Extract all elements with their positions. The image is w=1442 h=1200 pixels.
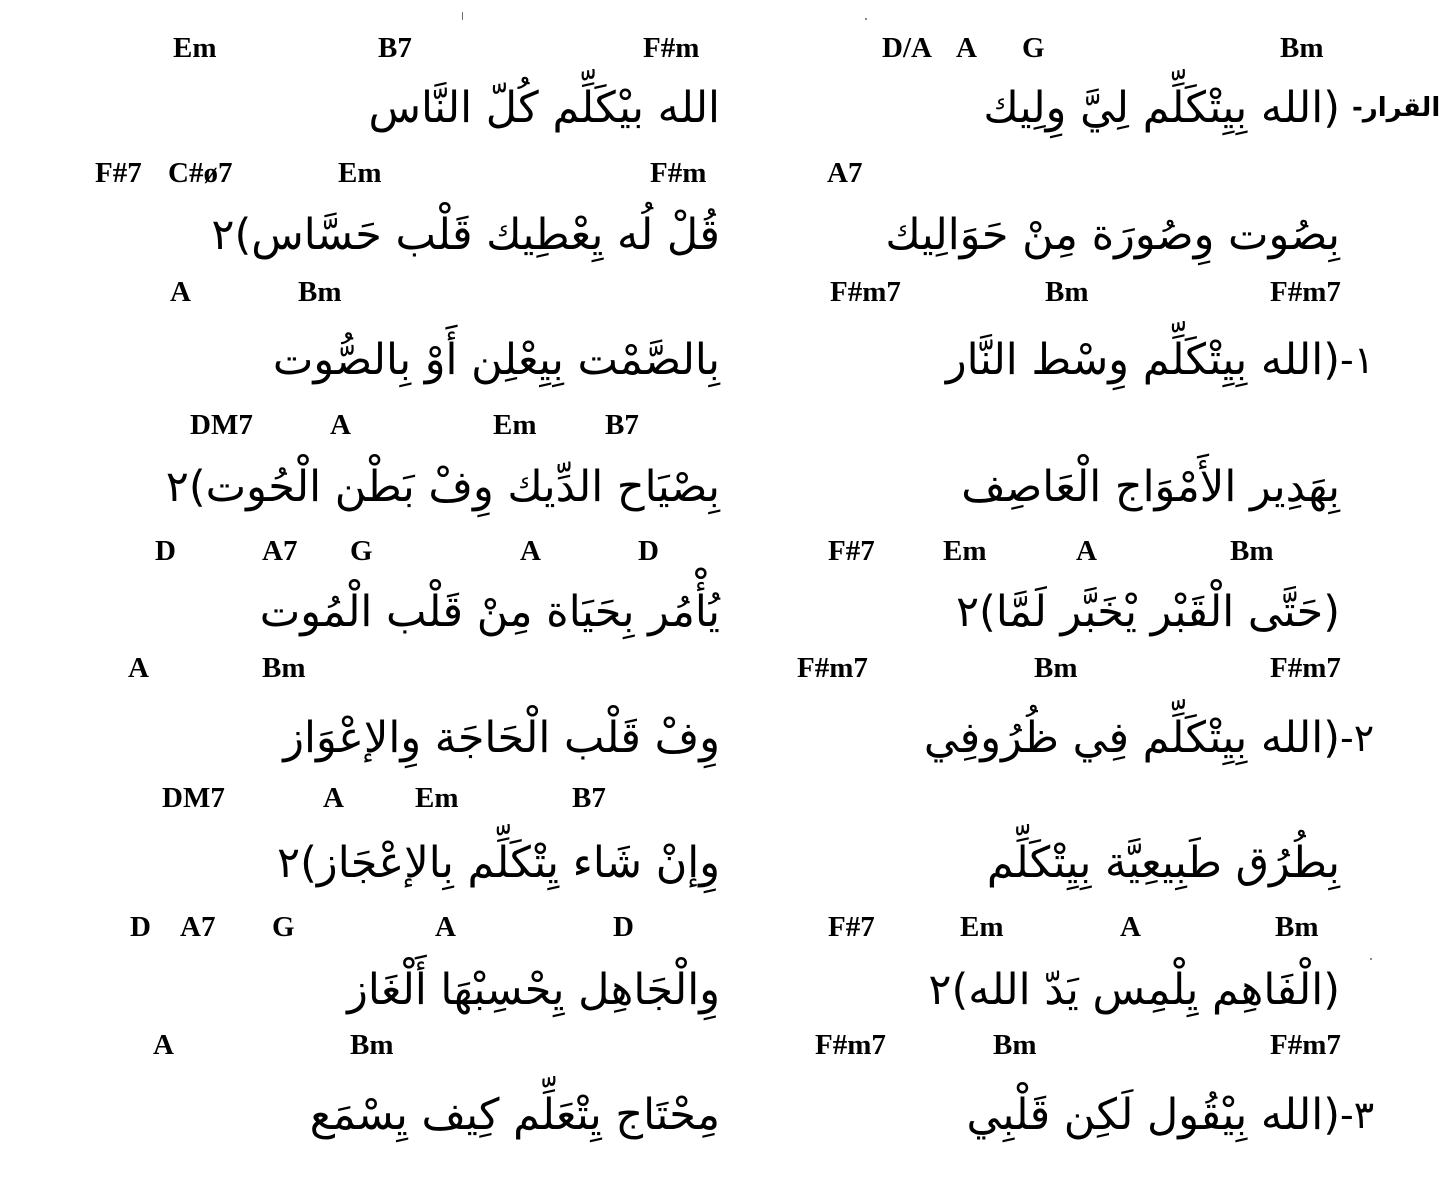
- lyric: (حَتَّى الْقَبْر يْخَبَّر لَمَّا)٢: [955, 587, 1340, 637]
- lyric: الله بيْكَلِّم كُلّ النَّاس: [368, 83, 720, 133]
- left-column: [80, 0, 720, 1200]
- scan-speck: [462, 12, 463, 20]
- chord: F#7: [828, 911, 875, 943]
- chord: A: [128, 652, 149, 684]
- lyric: بِالصَّمْت بِيِعْلِن أَوْ بِالصُّوت: [272, 335, 720, 385]
- lyric: (الله بِيْقُول لَكِن قَلْبِي: [966, 1090, 1340, 1140]
- chord: Bm: [1230, 535, 1274, 567]
- chord: Bm: [298, 276, 342, 308]
- chord: B7: [378, 32, 412, 64]
- lyric: بِصُوت وِصُورَة مِنْ حَوَالِيك: [885, 210, 1340, 260]
- chord: A: [435, 911, 456, 943]
- chord: F#m: [650, 157, 707, 189]
- scan-speck: [1370, 958, 1372, 960]
- chord: F#7: [828, 535, 875, 567]
- chord: D: [130, 911, 151, 943]
- lyric: مِحْتَاج يِتْعَلِّم كِيف يِسْمَع: [309, 1090, 720, 1140]
- verse-number: ٢-: [1340, 716, 1375, 760]
- lyric: وِفْ قَلْب الْحَاجَة وِالإعْوَاز: [283, 713, 720, 763]
- right-column: [780, 0, 1441, 1200]
- lyric: وِإنْ شَاء يِتْكَلِّم بِالإعْجَاز)٢: [277, 838, 720, 888]
- chord: F#m7: [797, 652, 868, 684]
- lyric: (الله بِيِتْكَلِّم فِي ظُرُوفِي: [923, 713, 1340, 763]
- lyric: وِالْجَاهِل يِحْسِبْهَا أَلْغَاز: [347, 965, 720, 1015]
- chord: Bm: [1045, 276, 1089, 308]
- chord: Em: [493, 409, 537, 441]
- chord: A: [1120, 911, 1141, 943]
- chord: Bm: [262, 652, 306, 684]
- chord: B7: [605, 409, 639, 441]
- chord: A: [330, 409, 351, 441]
- chord: DM7: [190, 409, 253, 441]
- chorus-marker: القرار-: [1352, 93, 1441, 123]
- chord: G: [350, 535, 373, 567]
- chord: Em: [960, 911, 1004, 943]
- lyric: بِطُرُق طَبِيعِيَّة بِيِتْكَلِّم: [986, 838, 1340, 888]
- chord: A7: [180, 911, 216, 943]
- chord: Em: [338, 157, 382, 189]
- chord: F#m7: [815, 1029, 886, 1061]
- lyric: يُأْمُر بِحَيَاة مِنْ قَلْب الْمُوت: [259, 587, 720, 637]
- chord: DM7: [162, 782, 225, 814]
- chord: D: [638, 535, 659, 567]
- chord: F#m7: [1270, 276, 1341, 308]
- chord: Em: [415, 782, 459, 814]
- verse-number: ٣-: [1340, 1093, 1375, 1137]
- chord: Em: [943, 535, 987, 567]
- scan-speck: [865, 18, 867, 20]
- chord: Em: [173, 32, 217, 64]
- chord: D: [613, 911, 634, 943]
- chord: A: [170, 276, 191, 308]
- chord: A: [1076, 535, 1097, 567]
- chord: Bm: [350, 1029, 394, 1061]
- lyric: قُلْ لُه يِعْطِيك قَلْب حَسَّاس)٢: [211, 210, 720, 260]
- chord: F#m: [643, 32, 700, 64]
- chord: C#ø7: [168, 157, 233, 189]
- chord: B7: [572, 782, 606, 814]
- verse-number: ١-: [1340, 338, 1375, 382]
- chord: Bm: [1275, 911, 1319, 943]
- lyric: (الله بِيِتْكَلِّم وِسْط النَّار: [945, 335, 1340, 385]
- lyric: (الله بِيِتْكَلِّم لِيَّ وِلِيك: [983, 83, 1340, 133]
- chord: Bm: [1034, 652, 1078, 684]
- lyric: بِصْيَاح الدِّيك وِفْ بَطْن الْحُوت)٢: [165, 462, 720, 512]
- lyric: (الْفَاهِم يِلْمِس يَدّ الله)٢: [928, 965, 1340, 1015]
- chord: F#m7: [1270, 1029, 1341, 1061]
- chord: D/A: [882, 32, 932, 64]
- chord: F#m7: [1270, 652, 1341, 684]
- chord: A: [956, 32, 977, 64]
- chord: G: [272, 911, 295, 943]
- chord: F#m7: [830, 276, 901, 308]
- chord: Bm: [1280, 32, 1324, 64]
- chord: A: [520, 535, 541, 567]
- chord: A: [153, 1029, 174, 1061]
- chord: Bm: [993, 1029, 1037, 1061]
- chord: A7: [827, 157, 863, 189]
- lyric: بِهَدِير الأَمْوَاج الْعَاصِف: [961, 462, 1340, 512]
- chord: A: [323, 782, 344, 814]
- chord: G: [1022, 32, 1045, 64]
- chord: A7: [262, 535, 298, 567]
- chord: D: [155, 535, 176, 567]
- chord: F#7: [95, 157, 142, 189]
